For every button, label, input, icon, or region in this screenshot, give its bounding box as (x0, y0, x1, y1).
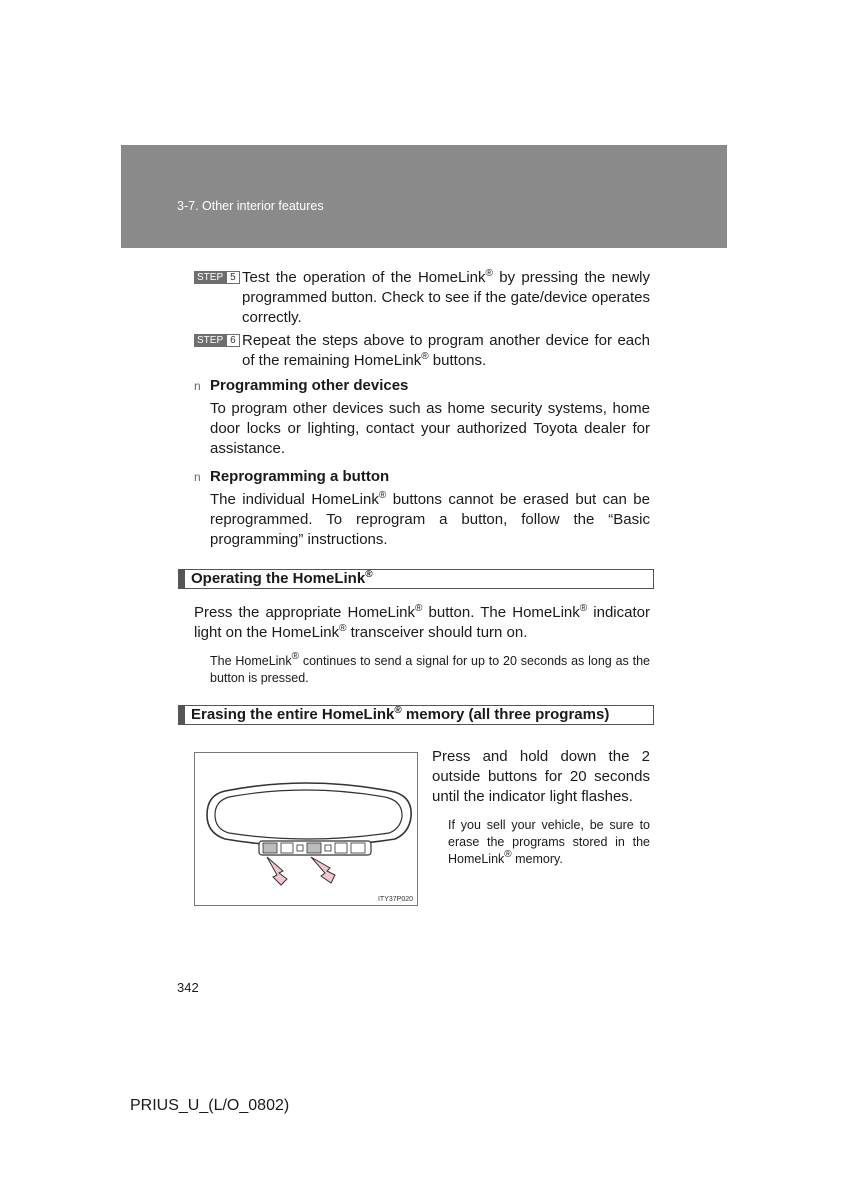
step-text: Repeat the steps above to program another device for each of the remaining HomeLink® buttons. (242, 332, 650, 369)
step-badge: STEP 6 (194, 334, 240, 347)
step-badge: STEP 5 (194, 271, 240, 284)
figure-code: ITY37P020 (377, 896, 413, 903)
erasing-paragraph: Press and hold down the 2 outside buttons for 20 seconds until the indicator light flashes. (432, 748, 650, 805)
operating-note: The HomeLink® continues to send a signal for up to 20 seconds as long as the button is pressed. (210, 651, 650, 685)
bullet-icon: n (194, 379, 201, 393)
step-text: Test the operation of the HomeLink® by pressing the newly programmed button. Check to see if the gate/device operates correctly. (242, 268, 650, 326)
mirror-illustration (194, 752, 418, 906)
page-number: 342 (177, 980, 199, 995)
erasing-note: If you sell your vehicle, be sure to erase the programs stored in the HomeLink® memory. (448, 818, 650, 866)
section-title-erasing: Erasing the entire HomeLink® memory (all three programs) (191, 705, 610, 723)
section-title-operating: Operating the HomeLink® (191, 569, 373, 587)
subsection-body-reprogramming: The individual HomeLink® buttons cannot be erased but can be reprogrammed. To reprogram a button, follow the “Basic programming” instructions. (210, 490, 650, 548)
bullet-icon: n (194, 470, 201, 484)
operating-paragraph: Press the appropriate HomeLink® button. The HomeLink® indicator light on the HomeLink® transceiver should turn on. (194, 603, 650, 641)
section-bar-operating (178, 569, 654, 589)
subsection-title-reprogramming: n Reprogramming a button (194, 468, 390, 485)
subsection-body-programming: To program other devices such as home security systems, home door locks or lighting, contact your authorized Toyota dealer for assistance. (210, 400, 650, 457)
header-band (121, 145, 727, 248)
section-label: 3-7. Other interior features (177, 199, 324, 213)
step-5 (194, 268, 650, 328)
footer-code: PRIUS_U_(L/O_0802) (130, 1097, 290, 1114)
section-bar-erasing (178, 705, 654, 725)
step-6 (194, 331, 650, 371)
subsection-title-programming: n Programming other devices (194, 377, 409, 394)
rearview-mirror-icon (195, 753, 417, 905)
